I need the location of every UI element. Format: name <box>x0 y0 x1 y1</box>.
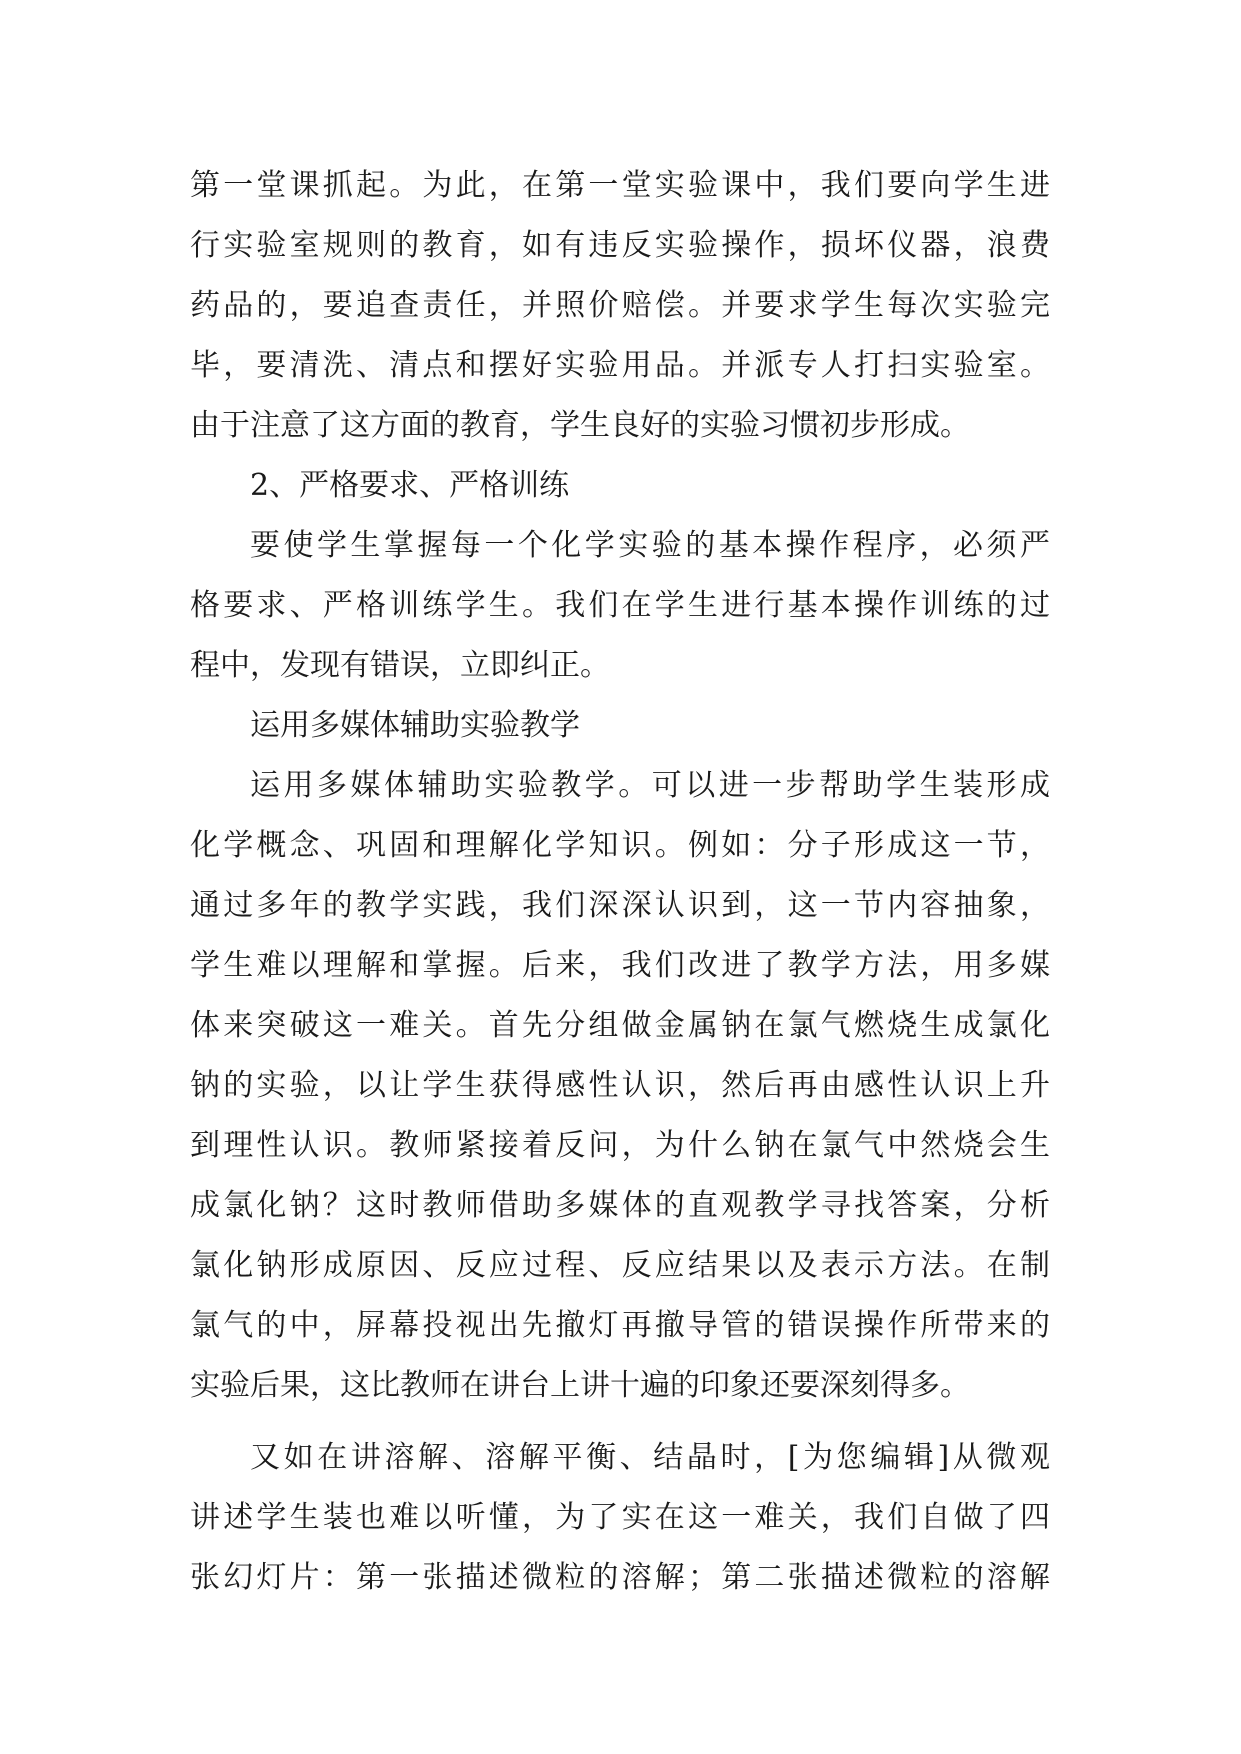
text-line: 格要求、严格训练学生。我们在学生进行基本操作训练的过 <box>190 588 1050 623</box>
text-line: 成氯化钠？这时教师借助多媒体的直观教学寻找答案，分析 <box>190 1188 1050 1223</box>
section-heading: 2、严格要求、严格训练 <box>250 468 570 503</box>
text-line: 氯化钠形成原因、反应过程、反应结果以及表示方法。在制 <box>190 1248 1050 1283</box>
text-line: 药品的，要追查责任，并照价赔偿。并要求学生每次实验完 <box>190 288 1050 323</box>
paragraph-multimedia-teaching <box>190 756 1050 1416</box>
paragraph-strict-training <box>190 516 1050 696</box>
text-line: 运用多媒体辅助实验教学。可以进一步帮助学生装形成 <box>250 768 1050 803</box>
section-heading-multimedia <box>190 696 1050 756</box>
text-line: 氯气的中，屏幕投视出先撤灯再撤导管的错误操作所带来的 <box>190 1308 1050 1343</box>
section-heading: 运用多媒体辅助实验教学 <box>250 708 580 743</box>
text-line: 毕，要清洗、清点和摆好实验用品。并派专人打扫实验室。 <box>190 348 1050 383</box>
text-line: 行实验室规则的教育，如有违反实验操作，损坏仪器，浪费 <box>190 228 1050 263</box>
text-line: 讲述学生装也难以听懂，为了实在这一难关，我们自做了四 <box>190 1500 1050 1535</box>
text-line: 第一堂课抓起。为此，在第一堂实验课中，我们要向学生进 <box>190 168 1050 203</box>
text-line: 张幻灯片：第一张描述微粒的溶解；第二张描述微粒的溶解 <box>190 1560 1050 1595</box>
text-line: 要使学生掌握每一个化学实验的基本操作程序，必须严 <box>250 528 1050 563</box>
paragraph-classroom-rules <box>190 156 1050 456</box>
text-line: 学生难以理解和掌握。后来，我们改进了教学方法，用多媒 <box>190 948 1050 983</box>
paragraph-gap <box>190 1416 1050 1428</box>
document-body <box>190 156 1050 1608</box>
text-line: 钠的实验，以让学生获得感性认识，然后再由感性认识上升 <box>190 1068 1050 1103</box>
text-line: 程中，发现有错误，立即纠正。 <box>190 648 610 683</box>
text-line: 体来突破这一难关。首先分组做金属钠在氯气燃烧生成氯化 <box>190 1008 1050 1043</box>
text-line: 到理性认识。教师紧接着反问，为什么钠在氯气中然烧会生 <box>190 1128 1050 1163</box>
section-heading-strict-training <box>190 456 1050 516</box>
text-line: 实验后果，这比教师在讲台上讲十遍的印象还要深刻得多。 <box>190 1368 970 1403</box>
text-line: 通过多年的教学实践，我们深深认识到，这一节内容抽象， <box>190 888 1050 923</box>
text-line: 由于注意了这方面的教育，学生良好的实验习惯初步形成。 <box>190 408 970 443</box>
paragraph-dissolution-example <box>190 1428 1050 1608</box>
text-line: 化学概念、巩固和理解化学知识。例如：分子形成这一节， <box>190 828 1050 863</box>
text-line: 又如在讲溶解、溶解平衡、结晶时，[为您编辑]从微观 <box>250 1440 1050 1475</box>
